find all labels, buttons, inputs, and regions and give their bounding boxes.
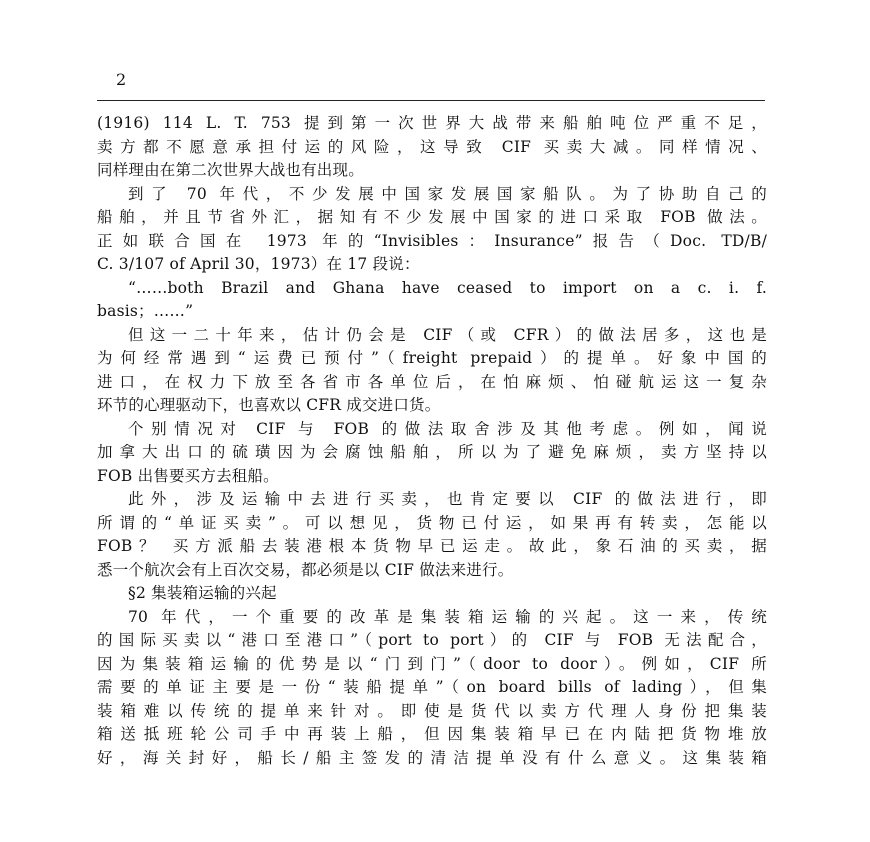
text-line: C. 3/107 of April 30，1973）在 17 段说： — [97, 255, 420, 273]
text-line: 悉一个航次会有上百次交易，都必须是以 CIF 做法来进行。 — [97, 560, 514, 579]
text-line: 船舶，并且节省外汇，据知有不少发展中国家的进口采取 FOB 做法。 — [97, 208, 767, 226]
text-line: FOB？ 买方派船去装港根本货物早已运走。故此，象石油的买卖，据 — [97, 537, 767, 555]
text-line: 箱送抵班轮公司手中再装上船，但因集装箱早已在内陆把货物堆放 — [97, 725, 767, 743]
text-line: 为何经常遇到“运费已预付”（freight prepaid）的提单。好象中国的 — [97, 349, 767, 367]
page-number: 2 — [116, 70, 127, 89]
text-line: 好，海关封好，船长/船主签发的清洁提单没有什么意义。这集装箱 — [97, 748, 767, 767]
text-line: 此外，涉及运输中去进行买卖，也肯定要以 CIF 的做法进行，即 — [128, 490, 767, 508]
header-rule — [97, 100, 765, 101]
text-line: 进口，在权力下放至各省市各单位后，在怕麻烦、怕碰航运这一复杂 — [97, 372, 767, 391]
text-line: 装箱难以传统的提单来针对。即使是货代以卖方代理人身份把集装 — [97, 701, 767, 720]
text-line: 到了 70 年代，不少发展中国家发展国家船队。为了协助自己的 — [128, 184, 767, 203]
text-line: 因为集装箱运输的优势是以“门到门”（door to door）。例如，CIF 所 — [97, 654, 767, 673]
text-line: 所谓的“单证买卖”。可以想见，货物已付运，如果再有转卖，怎能以 — [97, 513, 767, 532]
text-line: 70 年代，一个重要的改革是集装箱运输的兴起。这一来，传统 — [128, 607, 767, 626]
text-line: basis；……” — [97, 302, 194, 320]
text-line: 的国际买卖以“港口至港口”（port to port）的 CIF 与 FOB 无法配合， — [97, 631, 767, 649]
section-heading: §2 集装箱运输的兴起 — [128, 584, 277, 602]
text-line: 环节的心理驱动下，也喜欢以 CFR 成交进口货。 — [97, 396, 441, 414]
text-line: 加拿大出口的硫璜因为会腐蚀船舶，所以为了避免麻烦，卖方坚持以 — [97, 443, 767, 461]
text-line: 卖方都不愿意承担付运的风险，这导致 CIF 买卖大减。同样情况、 — [97, 137, 767, 156]
text-line: (1916) 114 L. T. 753 提到第一次世界大战带来船舶吨位严重不足， — [97, 114, 767, 132]
text-line: 个别情况对 CIF 与 FOB 的做法取舍涉及其他考虑。例如，闻说 — [128, 419, 767, 438]
text-line: 正如联合国在 1973 年的“Invisibles：Insurance”报告（Doc. TD/B/ — [97, 231, 767, 250]
text-line: 需要的单证主要是一份“装船提单”（on board bills of lading），但集 — [97, 678, 767, 696]
body-text — [97, 112, 767, 770]
text-line: 同样理由在第二次世界大战也有出现。 — [97, 161, 364, 179]
text-line: FOB 出售要买方去租船。 — [97, 466, 279, 485]
text-line: 但这一二十年来，估计仍会是 CIF（或 CFR）的做法居多，这也是 — [128, 325, 767, 344]
text-line: “……both Brazil and Ghana have ceased to import on a c. i. f. — [128, 278, 767, 297]
